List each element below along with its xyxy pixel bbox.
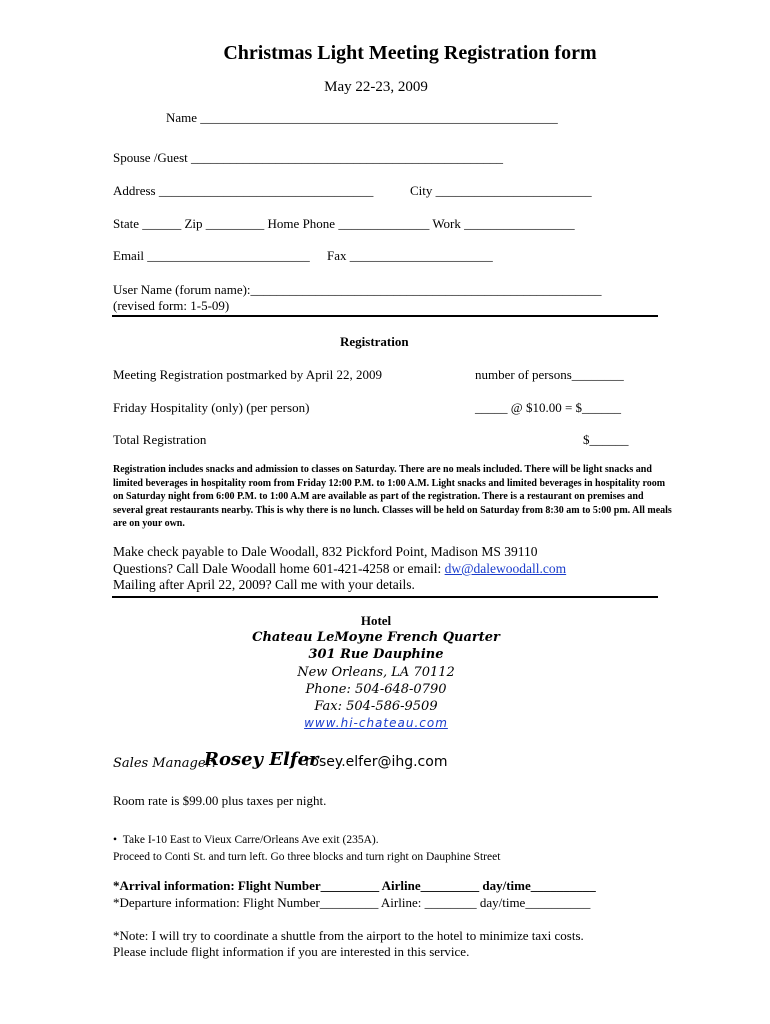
hotel-divider [112, 596, 658, 598]
name-field[interactable]: Name _______________________________________________________ [166, 110, 558, 125]
address-field[interactable]: Address _________________________________ [113, 183, 374, 198]
shuttle-note-line-2: Please include flight information if you are interested in this service. [113, 944, 470, 959]
shuttle-note-line-1: *Note: I will try to coordinate a shuttle from the airport to the hotel to minimize taxi costs. [113, 928, 584, 943]
directions-bullet-item [113, 834, 379, 846]
hotel-website-link[interactable]: www.hi-chateau.com [304, 716, 448, 730]
friday-hospitality-label: Friday Hospitality (only) (per person) [113, 400, 310, 415]
sales-manager-label: Sales Manager: [113, 756, 217, 771]
hotel-street: 301 Rue Dauphine [308, 647, 444, 662]
hotel-fax: Fax: 504-586-9509 [314, 699, 438, 714]
city-field[interactable]: City ________________________ [410, 183, 592, 198]
hotel-phone: Phone: 504-648-0790 [305, 682, 447, 697]
room-rate: Room rate is $99.00 plus taxes per night. [113, 793, 327, 808]
hotel-name: Chateau LeMoyne French Quarter [252, 630, 500, 645]
payment-line-2 [113, 561, 566, 578]
username-field[interactable]: User Name (forum name):______________________________________________________ [113, 282, 602, 297]
form-title: Christmas Light Meeting Registration form [223, 42, 597, 64]
state-zip-phone-work-field[interactable]: State ______ Zip _________ Home Phone ______________ Work _________________ [113, 216, 575, 231]
number-of-persons-field[interactable]: number of persons________ [475, 367, 624, 382]
total-registration-label: Total Registration [113, 432, 207, 447]
directions-step-2: Proceed to Conti St. and turn left. Go three blocks and turn right on Dauphine Street [113, 851, 501, 863]
spouse-guest-field[interactable]: Spouse /Guest ________________________________________________ [113, 150, 503, 165]
sales-manager-email[interactable]: rosey.elfer@ihg.com [305, 754, 448, 770]
registration-fine-print: Registration includes snacks and admission to classes on Saturday. There are no meals included. There will be light snacks and limited beverages in hospitality room from Friday 12:00 P.M. to 1:00 A.M. Light snacks and limited beverages in hospitality room on Saturday night from 6:00 P.M. to 1:00 A.M are available as part of the registration. There is a restaurant on premises and several great restaurants nearby. This is why there is no lunch. Classes will be held on Saturday from 8:30 am to 5:00 pm. All meals are on your own. [113, 464, 672, 530]
section-divider [112, 315, 658, 317]
payment-line-1: Make check payable to Dale Woodall, 832 Pickford Point, Madison MS 39110 [113, 544, 538, 559]
total-registration-field[interactable]: $______ [583, 432, 629, 447]
questions-text: Questions? Call Dale Woodall home 601-421-4258 or email: [113, 561, 445, 576]
hotel-city: New Orleans, LA 70112 [297, 665, 455, 680]
bullet-icon: • [113, 834, 123, 846]
payment-line-3: Mailing after April 22, 2009? Call me with your details. [113, 577, 415, 592]
contact-email-link[interactable]: dw@dalewoodall.com [444, 561, 567, 576]
departure-information-field[interactable]: *Departure information: Flight Number_________ Airline: ________ day/time__________ [113, 895, 591, 910]
arrival-information-field[interactable]: *Arrival information: Flight Number_________ Airline_________ day/time__________ [113, 878, 596, 893]
revised-note: (revised form: 1-5-09) [113, 298, 230, 313]
event-date: May 22-23, 2009 [324, 79, 428, 95]
hotel-heading: Hotel [360, 613, 392, 628]
friday-hospitality-field[interactable]: _____ @ $10.00 = $______ [475, 400, 622, 415]
directions-step-1: Take I-10 East to Vieux Carre/Orleans Ave exit (235A). [122, 834, 379, 846]
registration-heading: Registration [340, 334, 409, 349]
sales-manager-name: Rosey Elfer [204, 749, 319, 770]
email-field[interactable]: Email _________________________ [113, 248, 310, 263]
fax-field[interactable]: Fax ______________________ [327, 248, 493, 263]
meeting-registration-label: Meeting Registration postmarked by April 22, 2009 [113, 367, 382, 382]
